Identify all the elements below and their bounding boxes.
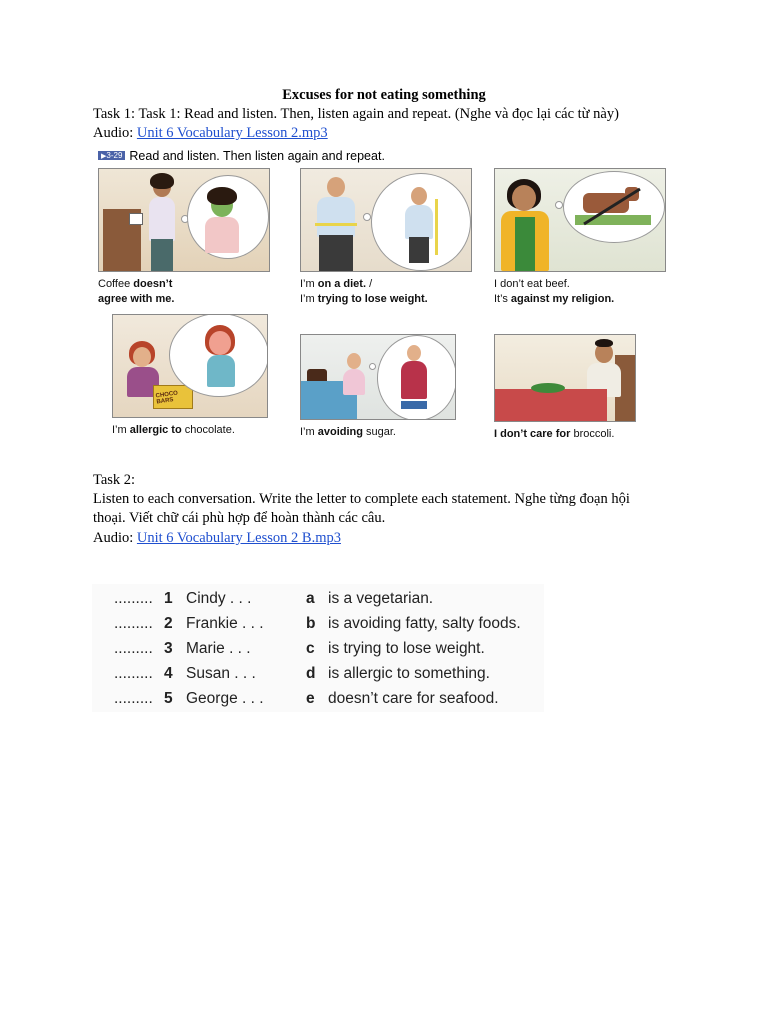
sick-body	[205, 217, 239, 253]
coffee-cup-icon	[129, 213, 143, 225]
box-label: CHOCO BARS	[155, 390, 179, 406]
thought-dot	[369, 363, 376, 370]
caption-broccoli	[494, 427, 636, 442]
woman-legs	[151, 239, 173, 271]
thinking-woman-head	[407, 345, 421, 361]
task1-audio-line	[93, 124, 328, 143]
woman-body	[149, 197, 175, 241]
item-number: 4	[164, 665, 173, 682]
page-title: Excuses for not eating something	[282, 87, 486, 103]
caption-diet	[300, 277, 472, 307]
item-number: 3	[164, 640, 173, 657]
match-row	[92, 588, 544, 612]
task1-instruction: Task 1: Task 1: Read and listen. Then, listen again and repeat. (Nghe và đọc lại các từ này)	[93, 106, 619, 122]
scene-sugar-illustration	[300, 334, 456, 420]
caption-bold: trying to lose weight.	[317, 293, 428, 305]
answer-blank: .........	[114, 615, 153, 632]
task1-audio-link[interactable]: Unit 6 Vocabulary Lesson 2.mp3	[136, 125, 328, 141]
item-name: Marie . . .	[186, 640, 251, 657]
option-letter: a	[306, 590, 315, 607]
caption-bold: allergic to	[129, 424, 182, 436]
scene-chocolate-illustration	[112, 314, 268, 418]
item-number: 2	[164, 615, 173, 632]
caption-beef	[494, 277, 666, 307]
thought-dot	[363, 213, 371, 221]
item-number: 5	[164, 690, 173, 707]
caption-bold: avoiding	[317, 426, 363, 438]
caption-bold: against my religion.	[510, 293, 615, 305]
itchy-face	[209, 331, 231, 355]
match-row	[92, 613, 544, 637]
item-name: Frankie . . .	[186, 615, 264, 632]
task2-audio-line	[93, 529, 341, 548]
task2-audio-label: Audio:	[93, 530, 137, 546]
answer-blank: .........	[114, 590, 153, 607]
item-name: George . . .	[186, 690, 264, 707]
caption-bold: on a diet.	[317, 278, 367, 290]
item-name: Susan . . .	[186, 665, 256, 682]
panel-sugar	[300, 334, 456, 440]
caption-coffee	[98, 277, 270, 307]
thought-dot	[555, 201, 563, 209]
itchy-body	[207, 355, 235, 387]
broccoli-plate	[531, 383, 565, 393]
caption-text: I’m	[300, 293, 318, 305]
thin-man-pants	[409, 237, 429, 263]
caption-text: /	[366, 278, 373, 290]
caption-sugar	[300, 425, 456, 440]
figure-header	[98, 149, 385, 163]
caption-text: I’m	[112, 424, 130, 436]
match-row	[92, 663, 544, 687]
sick-hair	[207, 187, 237, 205]
match-row	[92, 638, 544, 662]
option-text: is trying to lose weight.	[328, 640, 485, 657]
cake-icon	[307, 369, 327, 381]
caption-text: I’m	[300, 278, 318, 290]
caption-bold: agree with me.	[98, 293, 175, 305]
option-letter: c	[306, 640, 315, 657]
man-hair	[595, 339, 613, 347]
panel-beef	[494, 168, 666, 307]
item-number: 1	[164, 590, 173, 607]
table	[495, 389, 607, 422]
robe	[401, 361, 427, 399]
thin-man-head	[411, 187, 427, 205]
man-head	[327, 177, 345, 197]
option-text: is allergic to something.	[328, 665, 490, 682]
answer-blank: .........	[114, 665, 153, 682]
sari-drape	[515, 217, 535, 271]
caption-bold: doesn’t	[133, 278, 173, 290]
answer-blank: .........	[114, 640, 153, 657]
answer-blank: .........	[114, 690, 153, 707]
task2-matching-image	[92, 584, 544, 712]
chocolate-box	[153, 385, 193, 409]
option-text: doesn’t care for seafood.	[328, 690, 499, 707]
option-letter: e	[306, 690, 315, 707]
option-text: is a vegetarian.	[328, 590, 434, 607]
caption-text: Coffee	[98, 278, 134, 290]
woman-head	[347, 353, 361, 369]
caption-text: sugar.	[362, 426, 396, 438]
caption-text: It’s	[494, 293, 511, 305]
task2-instruction-1: Listen to each conversation. Write the letter to complete each statement. Nghe từng đoạn hội	[93, 491, 630, 507]
caption-bold: I don’t care for	[494, 428, 571, 440]
panel-broccoli	[494, 334, 636, 442]
woman-body	[343, 369, 365, 395]
task1-line	[93, 105, 619, 124]
thin-man-shirt	[405, 205, 433, 239]
option-letter: b	[306, 615, 316, 632]
panel-chocolate	[112, 314, 268, 438]
panel-coffee	[98, 168, 270, 307]
option-letter: d	[306, 665, 316, 682]
man-shirt	[317, 197, 355, 237]
scene-diet-illustration	[300, 168, 472, 272]
caption-text: I’m	[300, 426, 318, 438]
woman-head	[512, 185, 536, 211]
item-name: Cindy . . .	[186, 590, 252, 607]
task1-vocabulary-image	[92, 146, 674, 450]
scene-broccoli-illustration	[494, 334, 636, 422]
caption-text: I don’t eat beef.	[494, 278, 570, 290]
caption-chocolate	[112, 423, 268, 438]
man-pants	[319, 235, 353, 271]
woman-head	[133, 347, 151, 367]
task1-audio-label: Audio:	[93, 125, 137, 141]
task2-heading: Task 2:	[93, 472, 136, 488]
panel-diet	[300, 168, 472, 307]
caption-text: chocolate.	[181, 424, 235, 436]
scale-icon	[401, 401, 427, 409]
scene-beef-illustration	[494, 168, 666, 272]
option-text: is avoiding fatty, salty foods.	[328, 615, 521, 632]
caption-text: broccoli.	[570, 428, 615, 440]
figure-header-text: Read and listen. Then listen again and repeat.	[129, 149, 385, 163]
woman-hair	[150, 173, 174, 189]
scene-coffee-illustration	[98, 168, 270, 272]
measuring-tape	[315, 223, 357, 226]
measuring-tape	[435, 199, 438, 255]
task2-audio-link[interactable]: Unit 6 Vocabulary Lesson 2 B.mp3	[136, 530, 341, 546]
match-row	[92, 688, 544, 712]
audio-track-badge: ▶ 3-29	[98, 151, 125, 160]
task2-instruction-2: thoại. Viết chữ cái phù hợp để hoàn thành các câu.	[93, 510, 386, 526]
